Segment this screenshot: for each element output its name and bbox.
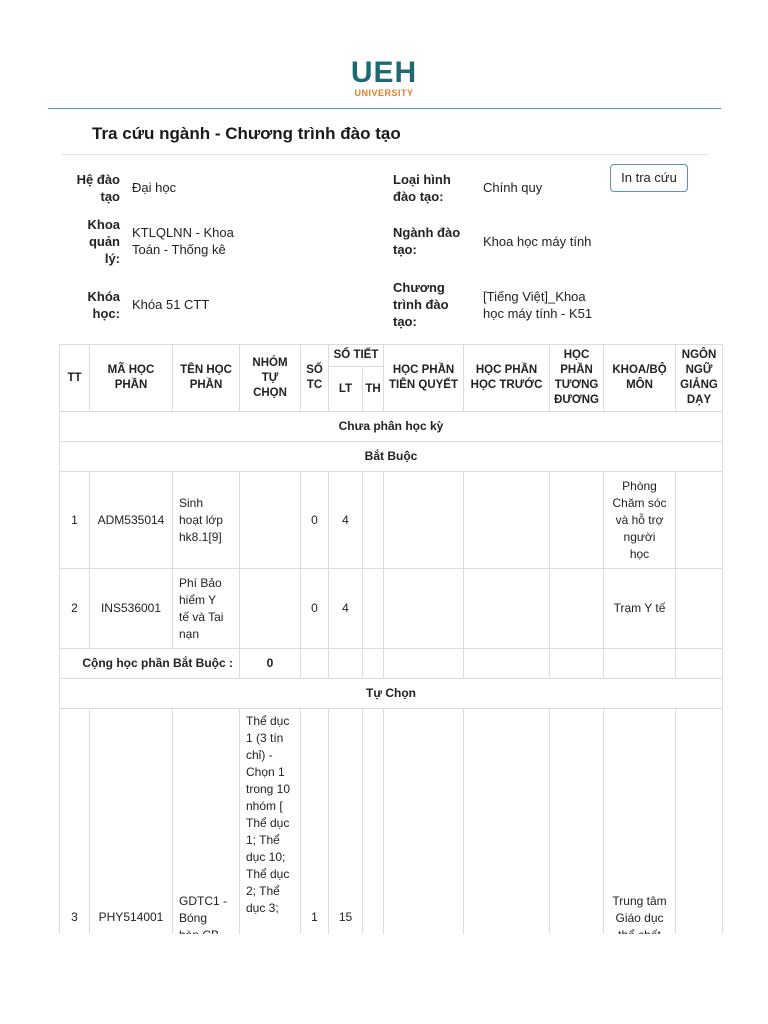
value-he-dao-tao: Đại học bbox=[132, 180, 177, 195]
ueh-logo bbox=[0, 58, 768, 98]
value-chuong-trinh: [Tiếng Việt]_Khoa học máy tính - K51 bbox=[483, 289, 593, 321]
label-khoa-hoc: Khóa học: bbox=[87, 289, 120, 321]
cell-tuong-duong bbox=[550, 709, 604, 949]
cell-hoc-truoc bbox=[464, 709, 550, 949]
cell-khoa-bo-mon: Phòng Chăm sóc và hỗ trợ người học bbox=[604, 472, 676, 569]
cell-tien-quyet bbox=[384, 472, 464, 569]
curriculum-table bbox=[59, 344, 723, 949]
cell-nhom bbox=[240, 472, 301, 569]
label-khoa-quan-ly: Khoa quản lý: bbox=[87, 217, 120, 266]
section-chua-phan-hoc-ky: Chưa phân học kỳ bbox=[60, 412, 723, 442]
col-so-tc: SỐ TC bbox=[301, 345, 329, 412]
cell-hoc-truoc bbox=[464, 569, 550, 649]
cell-so-tc: 1 bbox=[301, 709, 329, 949]
cell-ngon-ngu bbox=[676, 472, 723, 569]
cell-tt: 3 bbox=[60, 709, 90, 949]
cell-ten-hoc-phan: GDTC1 - Bóng bbox=[173, 709, 240, 949]
cell-tuong-duong bbox=[550, 569, 604, 649]
logo-main-text: UEH bbox=[350, 56, 418, 89]
cell-ma-hoc-phan: ADM535014 bbox=[90, 472, 173, 569]
cell-ten-hoc-phan: Phí Bảo hiểm Y tế và Tai nạn bbox=[173, 569, 240, 649]
col-ngon-ngu: NGÔN NGỮ GIẢNG DẠY bbox=[676, 345, 723, 412]
total-empty-cell bbox=[384, 649, 464, 679]
col-tien-quyet: HỌC PHẦN TIÊN QUYẾT bbox=[384, 345, 464, 412]
col-th: TH bbox=[363, 367, 384, 412]
value-nganh: Khoa học máy tính bbox=[483, 234, 592, 249]
label-nganh: Ngành đào tạo: bbox=[393, 225, 461, 257]
cell-tuong-duong bbox=[550, 472, 604, 569]
col-tt: TT bbox=[60, 345, 90, 412]
title-divider bbox=[62, 154, 708, 155]
group-bat-buoc: Bắt Buộc bbox=[60, 442, 723, 472]
label-chuong-trinh: Chương trình đào tạo: bbox=[393, 280, 449, 329]
total-required-value: 0 bbox=[240, 649, 301, 679]
table-row bbox=[60, 472, 723, 569]
cell-ngon-ngu bbox=[676, 569, 723, 649]
cell-ngon-ngu bbox=[676, 709, 723, 949]
cell-th bbox=[363, 709, 384, 949]
logo-sub-text: UNIVERSITY bbox=[354, 88, 414, 98]
cell-hoc-truoc bbox=[464, 472, 550, 569]
cell-tien-quyet bbox=[384, 569, 464, 649]
cell-lt: 4 bbox=[329, 569, 363, 649]
total-empty-cell bbox=[329, 649, 363, 679]
total-empty-cell bbox=[676, 649, 723, 679]
cell-nhom: Thể dục 1 (3 tín chỉ) - Chọn 1 trong 10 nhóm [ Thể dục 1; Thể dục 10; Thể dục 2; Thể dục 3; bbox=[240, 709, 301, 949]
total-empty-cell bbox=[301, 649, 329, 679]
total-empty-cell bbox=[464, 649, 550, 679]
cell-nhom bbox=[240, 569, 301, 649]
cell-ma-hoc-phan: PHY514001 bbox=[90, 709, 173, 949]
total-empty-cell bbox=[604, 649, 676, 679]
cell-khoa-bo-mon: Trạm Y tế bbox=[604, 569, 676, 649]
total-empty-cell bbox=[363, 649, 384, 679]
table-row bbox=[60, 709, 723, 949]
label-loai-hinh: Loại hình đào tạo: bbox=[393, 172, 451, 204]
total-required-label: Cộng học phần Bắt Buộc : bbox=[60, 649, 240, 679]
col-nhom-tu-chon: NHÓM TỰ CHỌN bbox=[240, 345, 301, 412]
page-title: Tra cứu ngành - Chương trình đào tạo bbox=[92, 124, 401, 143]
col-ten-hoc-phan: TÊN HỌC PHẦN bbox=[173, 345, 240, 412]
cell-ma-hoc-phan: INS536001 bbox=[90, 569, 173, 649]
cell-tt: 1 bbox=[60, 472, 90, 569]
cell-lt: 15 bbox=[329, 709, 363, 949]
cell-khoa-bo-mon: Trung tâm Giáo dục bbox=[604, 709, 676, 949]
print-button[interactable]: In tra cứu bbox=[610, 164, 688, 192]
col-khoa-bo-mon: KHOA/BỘ MÔN bbox=[604, 345, 676, 412]
value-khoa-quan-ly: KTLQLNN - Khoa Toán - Thống kê bbox=[132, 225, 234, 257]
cell-lt: 4 bbox=[329, 472, 363, 569]
group-tu-chon: Tự Chọn bbox=[60, 679, 723, 709]
col-tuong-duong: HỌC PHẦN TƯƠNG ĐƯƠNG bbox=[550, 345, 604, 412]
cell-ten-hoc-phan: Sinh hoạt lớp hk8.1[9] bbox=[173, 472, 240, 569]
cell-th bbox=[363, 472, 384, 569]
value-khoa-hoc: Khóa 51 CTT bbox=[132, 297, 210, 312]
cell-so-tc: 0 bbox=[301, 472, 329, 569]
table-row bbox=[60, 569, 723, 649]
label-he-dao-tao: Hệ đào tạo bbox=[76, 172, 120, 204]
cell-tien-quyet bbox=[384, 709, 464, 949]
col-lt: LT bbox=[329, 367, 363, 412]
total-row bbox=[60, 649, 723, 679]
cell-tt: 2 bbox=[60, 569, 90, 649]
page-bottom-area bbox=[0, 934, 768, 1024]
col-so-tiet: SỐ TIẾT bbox=[329, 345, 384, 367]
cell-so-tc: 0 bbox=[301, 569, 329, 649]
cell-th bbox=[363, 569, 384, 649]
col-hoc-truoc: HỌC PHẦN HỌC TRƯỚC bbox=[464, 345, 550, 412]
value-loai-hinh: Chính quy bbox=[483, 180, 543, 195]
col-ma-hoc-phan: MÃ HỌC PHẦN bbox=[90, 345, 173, 412]
total-empty-cell bbox=[550, 649, 604, 679]
header-divider bbox=[48, 108, 721, 109]
